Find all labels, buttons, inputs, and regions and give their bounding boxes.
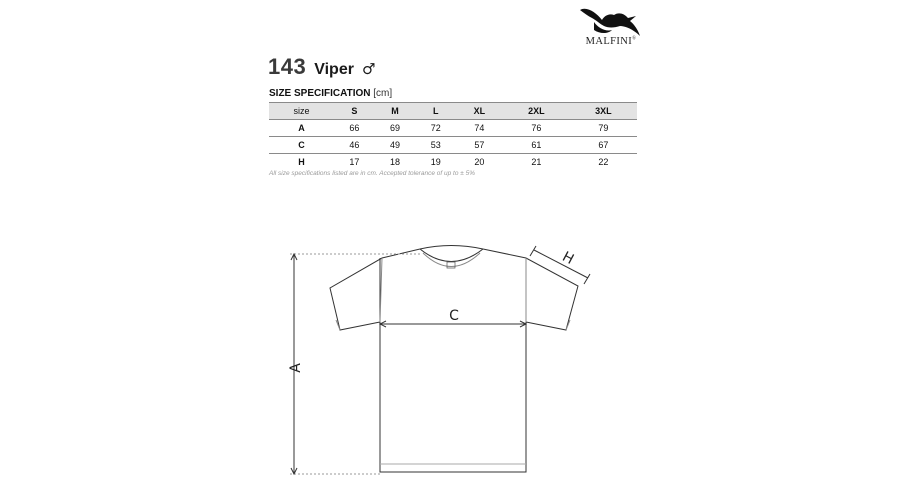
table-cell: 21 — [531, 157, 542, 167]
product-number: 143 — [268, 54, 307, 79]
size-specification-heading — [269, 88, 392, 99]
table-header-row — [269, 103, 637, 120]
table-cell: 53 — [430, 140, 441, 150]
table-cell: C — [298, 140, 305, 150]
spec-unit: [cm] — [373, 88, 393, 99]
dimension-a-label: A — [288, 363, 304, 373]
table-cell: 57 — [474, 140, 485, 150]
product-name: Viper — [314, 61, 354, 78]
dimension-h-label: H — [559, 248, 577, 269]
table-header-cell: M — [391, 106, 399, 116]
table-cell: 18 — [390, 157, 401, 167]
table-cell: H — [298, 157, 305, 167]
product-title — [268, 54, 375, 80]
table-cell: 17 — [349, 157, 360, 167]
table-cell: 61 — [531, 140, 542, 150]
table-header-cell: 3XL — [595, 106, 612, 116]
table-header-cell: S — [351, 106, 358, 116]
table-header-cell: XL — [473, 106, 486, 116]
dimension-a-line — [290, 254, 420, 474]
table-cell: 20 — [474, 157, 485, 167]
table-cell: 19 — [430, 157, 441, 167]
brand-name: MALFINI® — [585, 36, 637, 47]
size-table — [269, 102, 637, 170]
table-cell: 69 — [390, 123, 401, 133]
table-header-cell: L — [432, 106, 439, 116]
table-row — [269, 120, 637, 137]
table-cell: 74 — [474, 123, 485, 133]
table-cell: 76 — [531, 123, 542, 133]
table-row — [269, 137, 637, 154]
spec-title: SIZE SPECIFICATION — [269, 88, 371, 99]
male-symbol-icon: ♂ — [361, 60, 376, 78]
table-cell: 22 — [598, 157, 609, 167]
tshirt-outline — [330, 246, 578, 473]
table-row — [269, 154, 637, 171]
table-header-cell: size — [293, 106, 310, 116]
dimension-c-label: C — [449, 308, 459, 324]
table-cell: 66 — [349, 123, 360, 133]
table-header-cell: 2XL — [528, 106, 545, 116]
neck-label-icon — [447, 262, 455, 268]
tolerance-note: All size specifications listed are in cm. Accepted tolerance of up to ± 5% — [269, 170, 476, 177]
table-cell: 79 — [598, 123, 609, 133]
table-cell: 49 — [390, 140, 401, 150]
table-cell: 46 — [349, 140, 360, 150]
tshirt-diagram — [270, 232, 600, 482]
table-cell: 67 — [598, 140, 609, 150]
table-cell: 72 — [430, 123, 441, 133]
table-cell: A — [298, 123, 305, 133]
